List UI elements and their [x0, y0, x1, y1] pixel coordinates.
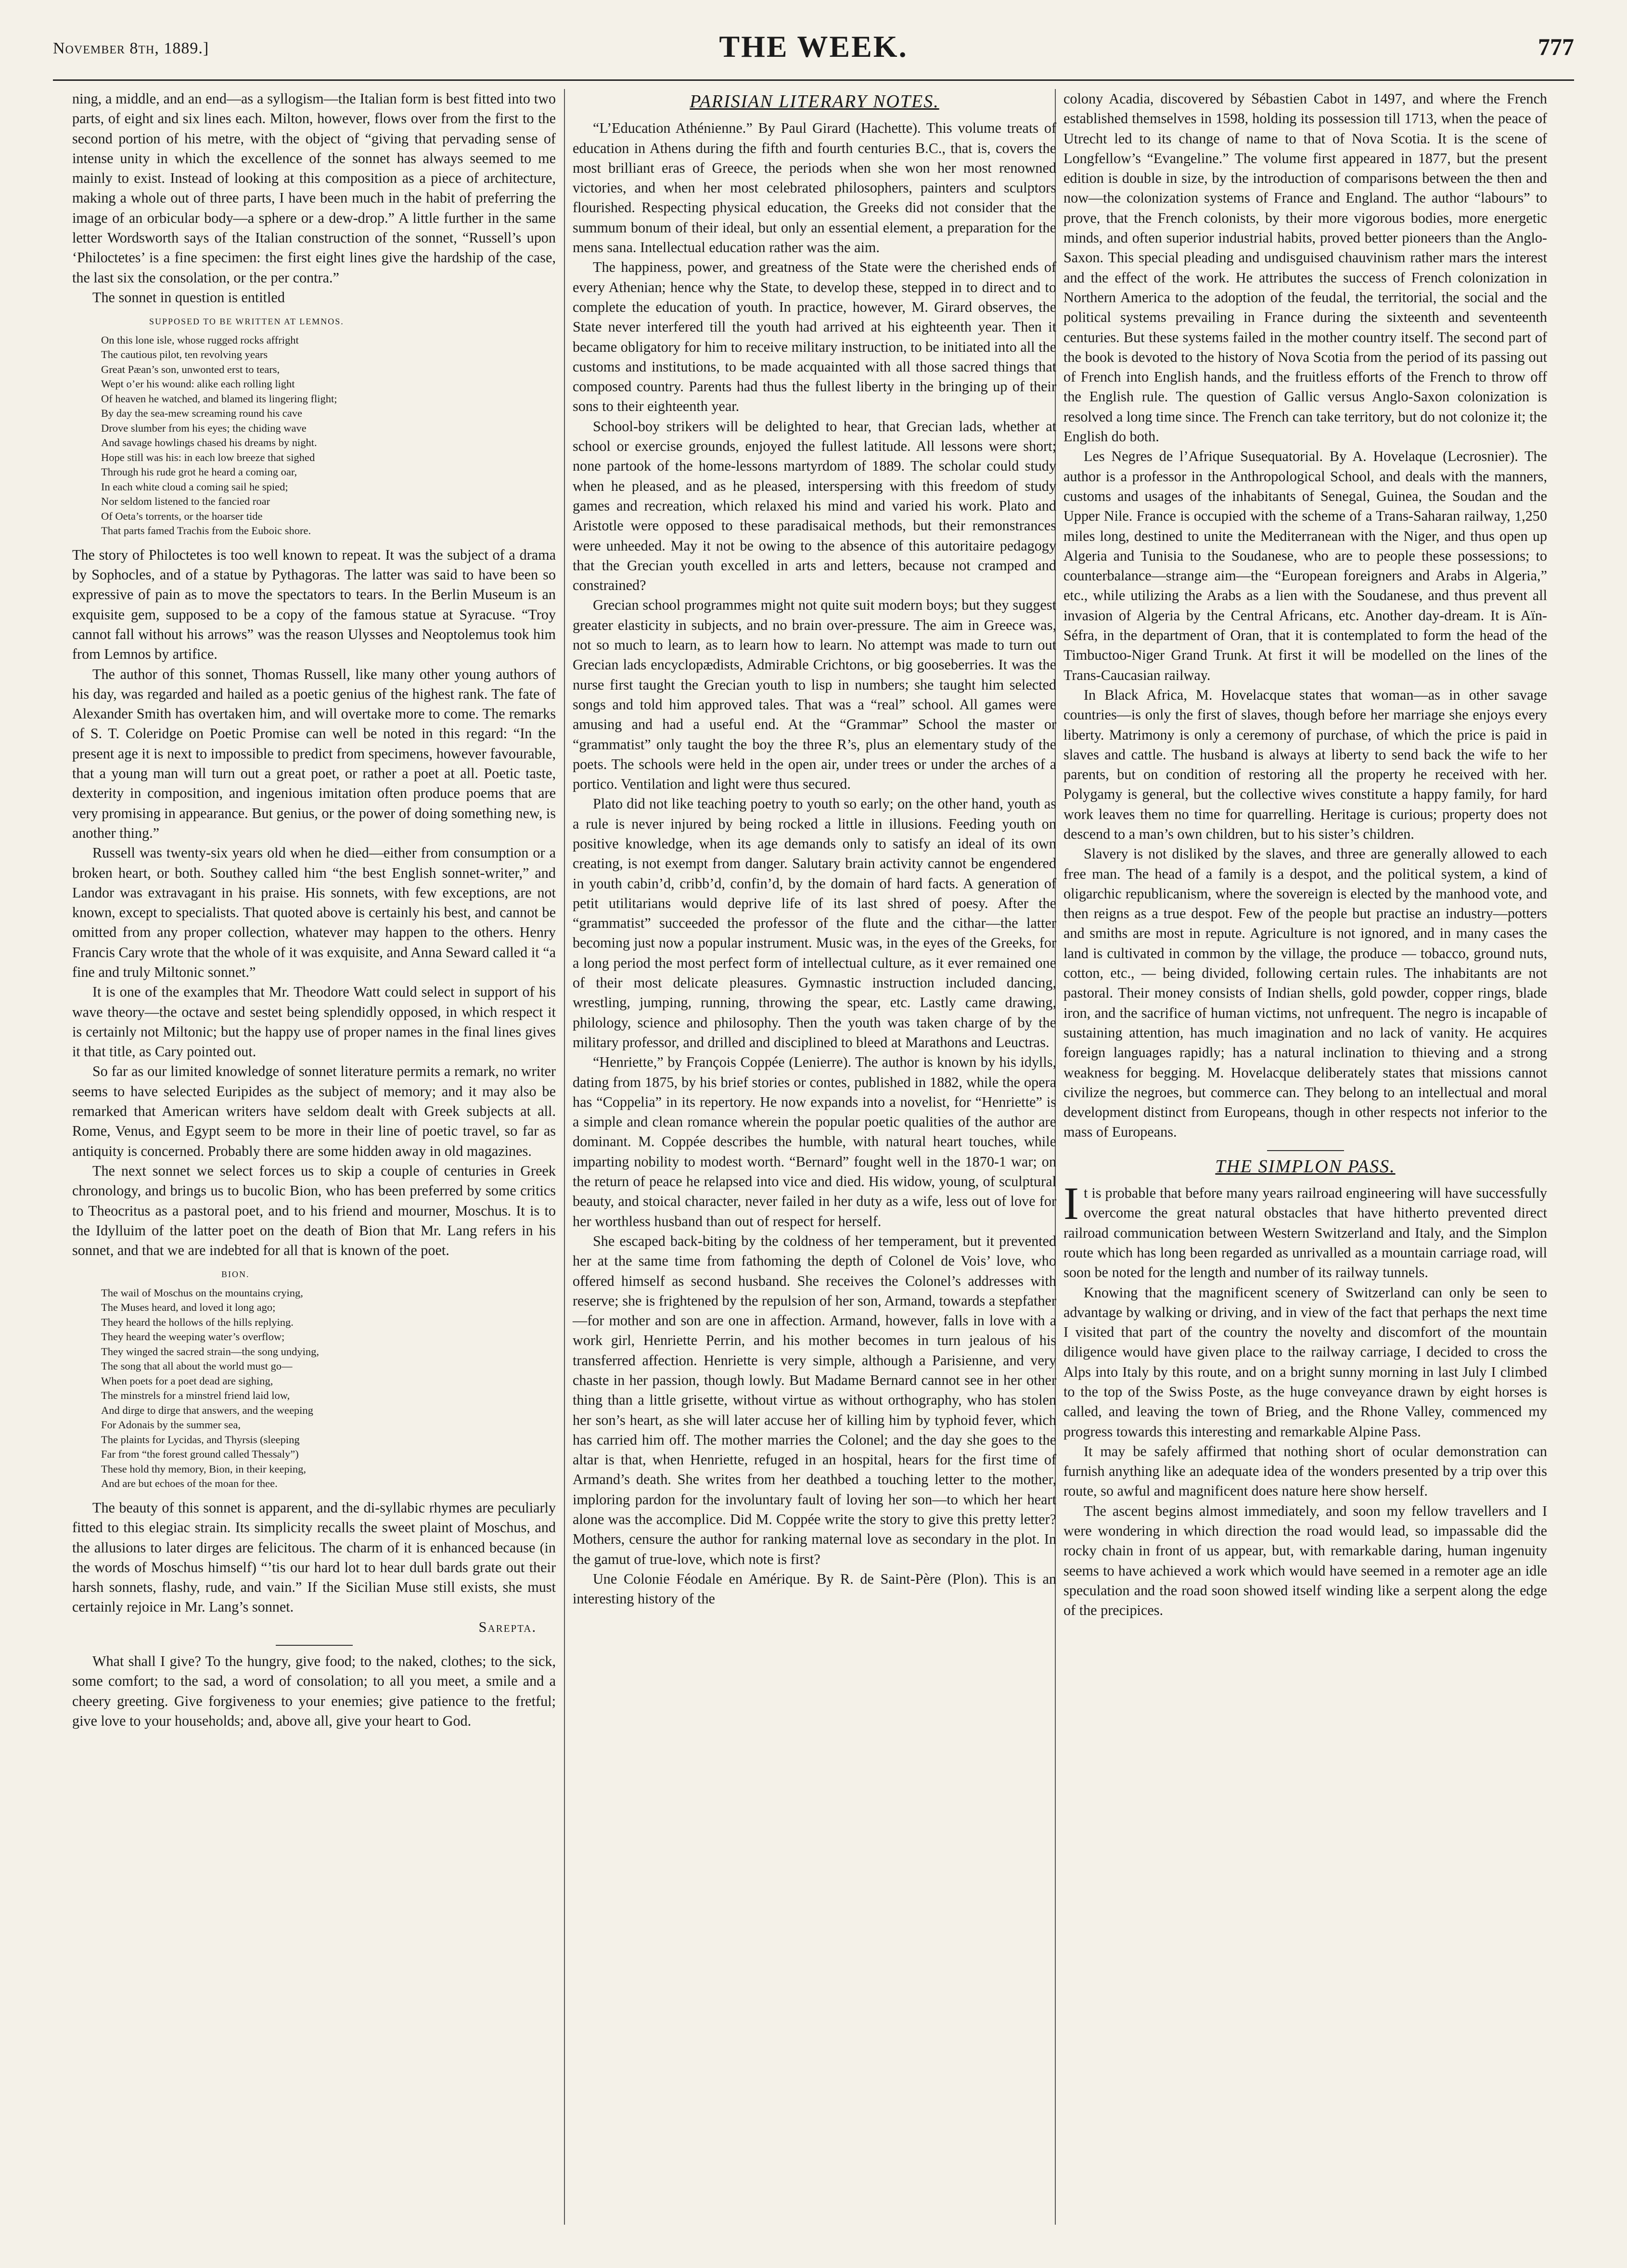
masthead-title: THE WEEK.	[719, 29, 908, 64]
paragraph: It may be safely affirmed that nothing short of ocular demonstration can furnish anything like an adequate idea of the wonders presented by a trip over this route, so awful and magnificent does nature here show herself.	[1063, 1443, 1547, 1499]
poem-lines	[101, 1286, 556, 1491]
paragraph: The happiness, power, and greatness of the State were the cherished ends of every Athenian; hence why the State, to develop these, stepped in to direct and to complete the education of youth. In practice, however, M. Girard observes, the State never interfered till the youth had arrived at his eighteenth year. Then it became obligatory for him to receive military instruction, to be initiated into all the customs and institutions, to be made acquainted with all those sacred things that composed country. Parents had thus the fullest liberty in the bringing up of their sons to their eighteenth year.	[573, 259, 1056, 415]
paragraph: What shall I give? To the hungry, give food; to the naked, clothes; to the sick, some comfort; to the sad, a word of consolation; to all you meet, a smile and a cheery greeting. Give forgiveness to your enemies; give patience to the fretful; give love to your households; and, above all, give your heart to God.	[72, 1653, 556, 1729]
header-rule	[53, 79, 1574, 81]
poem-line: The plaints for Lycidas, and Thyrsis (sleeping	[101, 1433, 300, 1446]
poem-line: Far from “the forest ground called Thessaly”)	[101, 1448, 299, 1461]
poem-lines	[101, 333, 556, 538]
poem-line: These hold thy memory, Bion, in their keeping,	[101, 1462, 306, 1475]
paragraph-with-dropcap	[1063, 1178, 1547, 1282]
drop-cap: I	[1063, 1178, 1079, 1230]
poem-line: They heard the weeping water’s overflow;	[101, 1331, 285, 1343]
paragraph: Plato did not like teaching poetry to youth so early; on the other hand, youth as a rule is never injured by being rocked a little in illusions. Feeding youth on positive knowledge, when its age demands only to satisfy an ideal of its own creating, is not exempt from danger. Salutary brain activity cannot be engendered in youth cabin’d, cribb’d, confin’d, by the domain of hard facts. A generation of petit utilitarians would deprive life of its last shred of poesy. After the “grammatist” succeeded the professor of the flute and the cithar—the latter becoming just now a popular instrument. Music was, in the eyes of the Greeks, for a long period the most perfect form of intellectual culture, as it ever remained one of their most delicate pleasures. Gymnastic instruction included dancing, wrestling, jumping, running, throwing the spear, etc. Lastly came drawing, philology, science and philosophy. Then the youth was taken charge of by the military professor, and drilled and disciplined to bleed at Marathons and Leuctras.	[573, 795, 1056, 1051]
poem-line: And savage howlings chased his dreams by night.	[101, 436, 317, 449]
poem-line: The cautious pilot, ten revolving years	[101, 348, 268, 361]
poem-line: Nor seldom listened to the fancied roar	[101, 495, 270, 508]
poem-line: For Adonais by the summer sea,	[101, 1419, 241, 1431]
column-divider	[564, 89, 565, 2225]
poem-line: Of heaven he watched, and blamed its lingering flight;	[101, 392, 337, 405]
paragraph: The ascent begins almost immediately, and soon my fellow travellers and I were wondering in which direction the road would lead, so impassable did the rocky chain in front of us appear, but, with remarkable daring, human ingenuity seems to have achieved a work which would have seemed in a remoter age an idle speculation and the road soon showed itself winding like a serpent along the edge of the precipices.	[1063, 1502, 1547, 1619]
poem-bion	[101, 1267, 556, 1491]
column-left	[72, 89, 556, 1731]
paragraph: She escaped back-biting by the coldness of her temperament, but it prevented her at the same time from fathoming the depth of Colonel de Vois’ love, who offered himself as second husband. She receives the Colonel’s addresses with reserve; she is frightened by the repulsion of her son, Armand, towards a stepfather—for mother and son are one in affection. Armand, however, falls in love with a work girl, Henriette Perrin, and his mother becomes in turn jealous of his transferred affection. Henriette is very simple, although a Parisienne, and very chaste in her passion, though lowly. But Madame Bernard cannot see in her other thing than a little grisette, without virtue as without orthography, who has stolen her son’s heart, as she will later accuse her of killing him by typhoid fever, which has carried him off. The mother marries the Colonel; and the day she goes to the altar is that, when Henriette, refuged in an hospital, hears for the first time of Armand’s death. She writes from her deathbed a touching letter to the mother, imploring pardon for the involuntary fault of loving her son—to which her heart alone was the accomplice. Did M. Coppée write the story to give this pretty letter? Mothers, censure the author for ranking maternal love as secondary in the plot. In the gamut of true-love, which note is first?	[573, 1232, 1056, 1567]
section-title: PARISIAN LITERARY NOTES.	[690, 91, 939, 112]
poem-line: Great Pæan’s son, unwonted erst to tears,	[101, 363, 280, 375]
paragraph: “Henriette,” by François Coppée (Lenierre). The author is known by his idylls, dating from 1875, by his brief stories or contes, published in 1882, while the opera has “Coppelia” in its repertory. He now expands into a novelist, for “Henriette” is a simple and clean romance wherein the popular poetic qualities of the author are dominant. M. Coppée describes the humble, with natural heart touches, while imparting nobility to modest worth. “Bernard” fought well in the 1870-1 war; on the return of peace he relapsed into vice and died. His widow, young, of sculptural beauty, and stoical character, never failed in her duty as a wife, less out of love for her worthless husband than out of respect for herself.	[573, 1054, 1056, 1230]
column-right	[1063, 89, 1547, 1621]
poem-line: Hope still was his: in each low breeze that sighed	[101, 451, 315, 463]
paragraph: The next sonnet we select forces us to skip a couple of centuries in Greek chronology, and brings us to bucolic Bion, who has been preferred by some critics to Theocritus as a pastoral poet, and to his friend and mourner, Moschus. It is to the Idylluim of the latter poet on the death of Bion that Mr. Lang refers in his sonnet, and that we are indebted for all that is known of the poet.	[72, 1162, 556, 1259]
paragraph: Une Colonie Féodale en Amérique. By R. de Saint-Père (Plon). This is an interesting history of the	[573, 1570, 1056, 1607]
poem-line: Wept o’er his wound: alike each rolling light	[101, 378, 295, 390]
poem-line: And are but echoes of the moan for thee.	[101, 1477, 278, 1490]
section-title: THE SIMPLON PASS.	[1215, 1156, 1396, 1177]
poem-line: By day the sea-mew screaming round his cave	[101, 407, 302, 420]
section-rule	[276, 1645, 353, 1646]
poem-line: They heard the hollows of the hills replying.	[101, 1316, 294, 1328]
poem-line: The Muses heard, and loved it long ago;	[101, 1301, 276, 1314]
poem-line: In each white cloud a coming sail he spied;	[101, 480, 288, 493]
poem-line: On this lone isle, whose rugged rocks affright	[101, 333, 299, 346]
paragraph: The story of Philoctetes is too well known to repeat. It was the subject of a drama by Sophocles, and of a statue by Pythagoras. The latter was said to have been so expressive of pain as to move the spectators to tears. In the Berlin Museum is an exquisite gem, supposed to be a copy of the famous statue at Syracuse. “Troy cannot fall without his arrows” was the reason Ulysses and Neoptolemus took him from Lemnos by artifice.	[72, 546, 556, 663]
poem-line: They winged the sacred strain—the song undying,	[101, 1345, 320, 1358]
poem-line: That parts famed Trachis from the Euboic shore.	[101, 525, 311, 537]
page-header	[53, 29, 1574, 82]
poem-line: Of Oeta’s torrents, or the hoarser tide	[101, 510, 263, 522]
paragraph: Les Negres de l’Afrique Susequatorial. By A. Hovelaque (Lecrosnier). The author is a professor in the Anthropological School, and deals with the manners, customs and usages of the inhabitants of Senegal, Guinea, the Soudan and the Upper Nile. France is occupied with the scheme of a Trans-Saharan railway, 1,250 miles long, destined to unite the Mediterranean with the Niger, and thus open up Algeria and Tunisia to the Soudanese, who are to people these possessions; to counterbalance—strange aim—the “European foreigners and Arabs in Algeria,” etc., while utilizing the Arabs as a lien with the Soudanese, and thus prevent all invasion of Algeria by the Central Africans, etc. Another day-dream. It is Aïn-Séfra, in the department of Oran, that it is contemplated to form the head of the Timbuctoo-Niger Grand Trunk. At first it will be modelled on the lines of the Trans-Caucasian railway.	[1063, 448, 1547, 683]
poem-title: SUPPOSED TO BE WRITTEN AT LEMNOS.	[149, 317, 344, 327]
paragraph: In Black Africa, M. Hovelacque states that woman—as in other savage countries—is only the first of slaves, though before her marriage she enjoys every liberty. Matrimony is only a ceremony of purchase, of which the price is paid in slaves and cattle. The husband is always at liberty to send back the wife to her parents, but on condition of restoring all the property he received with her. Polygamy is general, but the collective wives constitute a happy family, for hard work leaves them no time for quarrelling. Heritage is curious; property does not descend to a man’s own children, but to his sister’s children.	[1063, 686, 1547, 842]
poem-title: BION.	[221, 1269, 250, 1280]
poem-line: Through his rude grot he heard a coming oar,	[101, 466, 297, 478]
paragraph: ning, a middle, and an end—as a syllogism—the Italian form is best fitted into two parts, of eight and six lines each. Milton, however, flows over from the first to the second portion of his metre, with the object of “giving that pervading sense of intense unity in which the excellence of the sonnet has always seemed to me mainly to exist. Instead of looking at this composition as a piece of architecture, making a whole out of three parts, I have been much in the habit of preferring the image of an orbicular body—a sphere or a dew-drop.” A little further in the same letter Wordsworth says of the Italian construction of the sonnet, “Russell’s upon ‘Philoctetes’ is a fine specimen: the first eight lines give the hardship of the case, the last six the consolation, or the per contra.”	[72, 90, 556, 286]
author-signature: Sarepta.	[478, 1618, 537, 1635]
paragraph: Grecian school programmes might not quite suit modern boys; but they suggest greater elasticity in subjects, and no brain over-pressure. The aim in Greece was, not so much to learn, as to learn how to learn. No attempt was made to turn out Grecian lads encyclopædists, Admirable Crichtons, or big gooseberries. It was the nurse first taught the Grecian youth to lisp in numbers; she taught him selected songs and told him approved tales. That was a “real” school. All games were amusing and had a useful end. At the “Grammar” School the master or “grammatist” only taught the boy the three R’s, plus an elementary study of the poets. The schools were held in the open air, under trees or under the arches of a portico. Ventilation and light were thus secured.	[573, 597, 1056, 793]
paragraph: colony Acadia, discovered by Sébastien Cabot in 1497, and where the French established themselves in 1598, holding its possession till 1713, when the peace of Utrecht led to its change of name to that of Nova Scotia. It is the scene of Longfellow’s “Evangeline.” The volume first appeared in 1877, but the present edition is double in size, by the introduction of comparisons between the then and now—the colonization systems of France and England. The author “labours” to prove, that the French colonists, by their more vigorous bodies, more energetic minds, and often superior industrial habits, proved better pioneers than the Anglo-Saxon. This special pleading and undisguised chauvinism rather mars the interest and the effect of the work. He attributes the success of French colonization in Northern America to the adoption of the feudal, the territorial, the social and the political systems prevailing in France during the sixteenth and seventeenth centuries. But these systems failed in the mother country itself. The second part of the book is devoted to the history of Nova Scotia from the period of its passing out of French into English hands, and the fruitless efforts of the French to throw off the English rule. The question of Gallic versus Anglo-Saxon colonization is resolved a long time since. The French can take territory, but do not colonize it; the English do both.	[1063, 90, 1547, 445]
poem-line: The wail of Moschus on the mountains crying,	[101, 1286, 303, 1299]
issue-date: November 8th, 1889.]	[53, 39, 209, 57]
poem-line: The song that all about the world must go—	[101, 1360, 293, 1372]
poem-lemnos	[101, 314, 556, 538]
paragraph-text: t is probable that before many years railroad engineering will have successfully overcome the great natural obstacles that have hitherto prevented direct railroad communication between Western Switzerland and Italy, and the Simplon route which has long been regarded as unrivalled as a mountain carriage road, will soon be noted for the length and number of its railway tunnels.	[1063, 1185, 1547, 1281]
page-number: 777	[1538, 33, 1574, 60]
paragraph: Knowing that the magnificent scenery of Switzerland can only be seen to advantage by walking or driving, and in view of the fact that perhaps the next time I visited that part of the country the novelty and discomfort of the mountain diligence would have given place to the railway carriage, I decided to cross the Alps into Italy by this route, and on a bright sunny morning in last July I climbed to the top of the Swiss Poste, as the huge conveyance drawn by eight horses is called, and leaving the town of Brieg, and the Rhone Valley, commenced my progress towards this interesting and remarkable Alpine Pass.	[1063, 1284, 1547, 1440]
poem-line: The minstrels for a minstrel friend laid low,	[101, 1389, 290, 1402]
paragraph: So far as our limited knowledge of sonnet literature permits a remark, no writer seems to have selected Euripides as the subject of memory; and it may also be remarked that American writers have seldom dealt with Greek subjects at all. Rome, Venus, and Egypt seem to be more in their line of poetic travel, so far as antiquity is concerned. Probably there are some hidden away in old magazines.	[72, 1063, 556, 1159]
section-rule	[1267, 1150, 1344, 1151]
paragraph: Russell was twenty-six years old when he died—either from consumption or a broken heart, or both. Southey called him “the best English sonnet-writer,” and Landor was extravagant in his praise. His sonnets, with few exceptions, are not known, except to specialists. That quoted above is certainly his best, and cannot be omitted from any proper collection, whatever may happen to the others. Henry Francis Cary wrote that the whole of it was exquisite, and Anna Seward called it “a fine and truly Miltonic sonnet.”	[72, 845, 556, 980]
paragraph: The author of this sonnet, Thomas Russell, like many other young authors of his day, was regarded and hailed as a poetic genius of the highest rank. The fate of Alexander Smith has overtaken him, and will overtake more to come. The remarks of S. T. Coleridge on Poetic Promise can well be noted in this regard: “In the present age it is next to impossible to predict from specimens, however favourable, that a young man will turn out a great poet, or rather a poet at all. Poetic taste, dexterity in composition, and ingenious imitation often produce poems that are very promising in appearance. But genius, or the power of doing something new, is another thing.”	[72, 666, 556, 841]
poem-line: And dirge to dirge that answers, and the weeping	[101, 1404, 313, 1416]
poem-line: When poets for a poet dead are sighing,	[101, 1374, 273, 1387]
paragraph: It is one of the examples that Mr. Theodore Watt could select in support of his wave theory—the octave and sestet being splendidly opposed, in which respect it is certainly not Miltonic; but the happy use of proper names in the final lines gives it that title, as Cary pointed out.	[72, 984, 556, 1060]
column-middle	[573, 89, 1056, 1609]
poem-line: Drove slumber from his eyes; the chiding wave	[101, 422, 307, 434]
paragraph: “L’Education Athénienne.” By Paul Girard (Hachette). This volume treats of education in Athens during the fifth and fourth centuries B.C., that is, covers the most brilliant eras of Greece, the periods when she won her most renowned victories, and when her most celebrated philosophers, painters and sculptors flourished. Respecting physical education, the Greeks did not consider that the summum bonum of their ideal, but only an essential element, a preparation for the mens sana. Intellectual education rather was the aim.	[573, 120, 1056, 256]
paragraph: The sonnet in question is entitled	[92, 289, 285, 306]
paragraph: The beauty of this sonnet is apparent, and the di-syllabic rhymes are peculiarly fitted to this elegiac strain. Its simplicity recalls the sweet plaint of Moschus, and the allusions to later dirges are felicitous. The charm of it is enhanced because (in the words of Moschus himself) “’tis our hard lot to hear dull bards grate out their harsh sonnets, flashy, rude, and vain.” If the Sicilian Muse still exists, she must certainly rejoice in Mr. Lang’s sonnet.	[72, 1499, 556, 1615]
paragraph: Slavery is not disliked by the slaves, and three are generally allowed to each free man. The head of a family is a despot, and the political system, a kind of oligarchic republicanism, where the sovereign is elected by the manhood vote, and then reigns as a true despot. Few of the people but practise an industry—potters and smiths are most in repute. Agriculture is not ignored, and in many cases the land is cultivated in common by the village, the produce — tobacco, ground nuts, cotton, etc., — being divided, following certain rules. The inhabitants are not pastoral. Their money consists of Indian shells, gold powder, copper rings, blade iron, and the sacrifice of human victims, not unfrequent. The negro is incapable of sustaining attention, has much imagination and no lack of vanity. He acquires foreign languages rapidly; has a natural inclination to thieving and a strong weakness for begging. M. Hovelacque deliberately states that missions cannot civilize the negroes, but commerce can. They belong to an intellectual and moral development distinct from Europeans, though in other respects not inferior to the mass of Europeans.	[1063, 846, 1547, 1140]
paragraph: School-boy strikers will be delighted to hear, that Grecian lads, whether at school or exercise grounds, enjoyed the fullest latitude. All lessons were short; none partook of the home-lessons martyrdom of 1889. The scholar could study when he pleased, and as he pleased, interspersing with this freedom of study games and recreation, which relaxed his mind and varied his work. Plato and Aristotle were opposed to these paradisaical methods, but their remonstrances were unheeded. May it not be owing to the absence of this autoritaire pedagogy that the Grecian youth excelled in arts and letters, because not cramped and constrained?	[573, 418, 1056, 594]
